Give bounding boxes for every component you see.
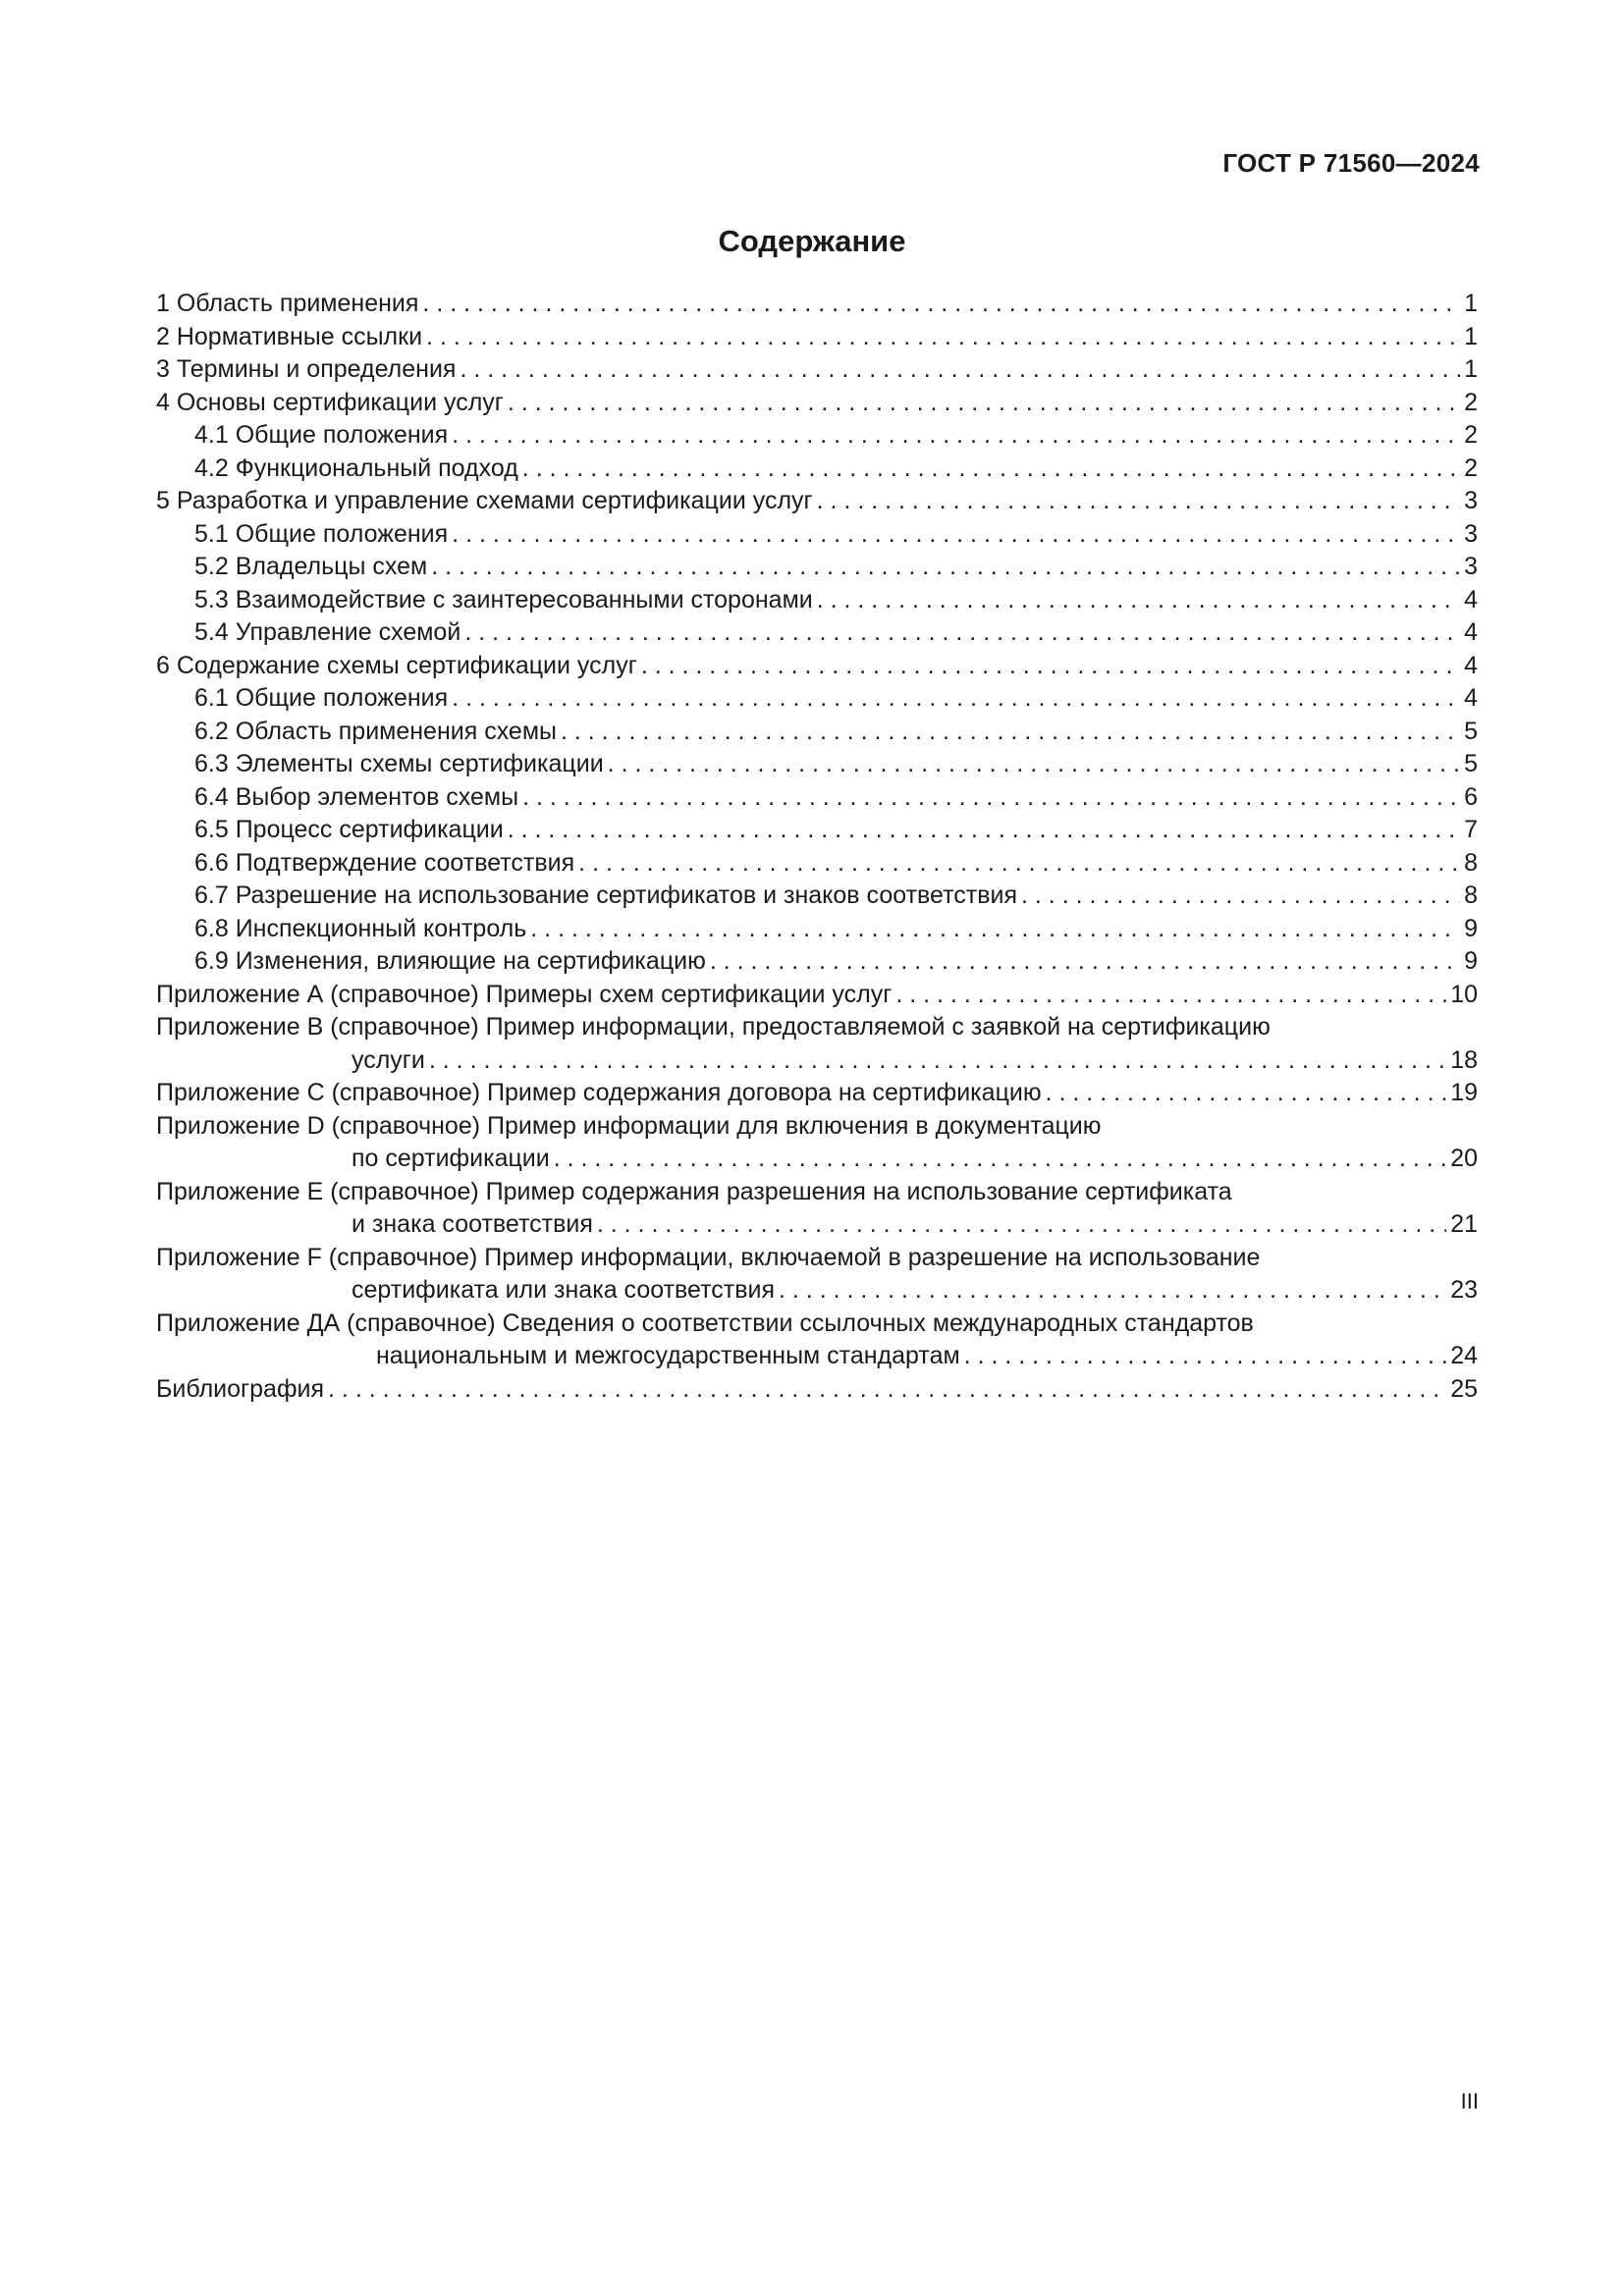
toc-entry-label: 5.3 Взаимодействие с заинтересованными сторонами xyxy=(194,585,813,614)
table-of-contents xyxy=(156,288,1478,1406)
toc-leader xyxy=(508,814,1460,847)
toc-entry-label: 5 Разработка и управление схемами сертификации услуг xyxy=(156,487,813,514)
toc-title: Содержание xyxy=(718,224,906,258)
toc-entry-label: Приложение В (справочное) Пример информации, предоставляемой с заявкой на сертификацию xyxy=(156,1013,1271,1041)
toc-entry-page: 2 xyxy=(1464,421,1478,449)
toc-leader xyxy=(578,847,1460,881)
toc-entry-label: 5.1 Общие положения xyxy=(194,519,449,548)
toc-entry-label: 6.6 Подтверждение соответствия xyxy=(194,848,575,877)
toc-entry-page: 19 xyxy=(1450,1079,1478,1106)
toc-entry[interactable] xyxy=(156,518,1478,552)
toc-leader xyxy=(530,913,1460,946)
toc-entry-label: 3 Термины и определения xyxy=(156,355,457,383)
toc-entry-label: 5.2 Владельцы схем xyxy=(194,553,428,580)
toc-leader xyxy=(522,453,1460,486)
toc-leader xyxy=(429,1044,1446,1078)
toc-entry-label: 1 Область применения xyxy=(156,290,419,317)
toc-entry-continuation-label: сертификата или знака соответствия xyxy=(352,1276,776,1304)
toc-entry-label: 6.1 Общие положения xyxy=(194,684,449,712)
toc-leader xyxy=(452,518,1460,552)
toc-entry-label: 6.7 Разрешение на использование сертификатов и знаков соответствия xyxy=(194,881,1018,909)
toc-leader xyxy=(710,945,1460,979)
toc-leader xyxy=(1046,1077,1447,1110)
toc-leader xyxy=(328,1373,1446,1407)
toc-entry[interactable] xyxy=(156,913,1478,946)
toc-leader xyxy=(1021,880,1460,913)
toc-entry-label: 6.5 Процесс сертификации xyxy=(194,816,504,843)
toc-entry-label: 6.8 Инспекционный контроль xyxy=(194,914,527,942)
toc-entry[interactable] xyxy=(156,716,1478,749)
toc-leader xyxy=(422,288,1460,321)
toc-entry-label: 4 Основы сертификации услуг xyxy=(156,388,504,416)
toc-entry-page: 2 xyxy=(1464,454,1478,482)
toc-entry-page: 4 xyxy=(1464,684,1478,712)
toc-entry-page: 9 xyxy=(1464,947,1478,975)
toc-entry-page: 4 xyxy=(1464,585,1478,614)
toc-entry[interactable] xyxy=(156,748,1478,781)
toc-entry-continuation-label: услуги xyxy=(352,1045,425,1074)
toc-entry[interactable] xyxy=(156,321,1478,354)
toc-entry-continuation-label: и знака соответствия xyxy=(352,1210,593,1238)
toc-entry-continuation[interactable] xyxy=(156,1274,1478,1308)
toc-entry[interactable] xyxy=(156,584,1478,617)
toc-leader xyxy=(431,551,1460,584)
toc-entry-continuation[interactable] xyxy=(156,1208,1478,1242)
toc-leader xyxy=(641,650,1460,683)
toc-entry[interactable] xyxy=(156,1176,1478,1209)
toc-entry-page: 4 xyxy=(1464,618,1478,646)
toc-entry[interactable] xyxy=(156,353,1478,387)
toc-entry-page: 3 xyxy=(1464,519,1478,548)
toc-leader xyxy=(561,716,1460,749)
toc-entry-page: 5 xyxy=(1464,717,1478,745)
toc-entry-page: 7 xyxy=(1464,816,1478,843)
toc-entry-page: 4 xyxy=(1464,651,1478,679)
toc-entry[interactable] xyxy=(156,814,1478,847)
toc-entry-page: 18 xyxy=(1450,1045,1478,1074)
toc-entry-page: 20 xyxy=(1450,1145,1478,1172)
toc-leader xyxy=(608,748,1460,781)
toc-entry-continuation-label: национальным и межгосударственным стандартам xyxy=(376,1342,960,1369)
page-number: III xyxy=(1460,2089,1479,2113)
toc-entry[interactable] xyxy=(156,1373,1478,1407)
toc-entry-page: 10 xyxy=(1450,980,1478,1008)
toc-entry-label: Приложение F (справочное) Пример информации, включаемой в разрешение на использование xyxy=(156,1243,1261,1271)
toc-entry-label: Приложение А (справочное) Примеры схем сертификации услуг xyxy=(156,980,893,1008)
toc-leader xyxy=(508,387,1460,420)
toc-entry[interactable] xyxy=(156,485,1478,518)
toc-leader xyxy=(597,1208,1446,1242)
toc-leader xyxy=(779,1274,1446,1308)
toc-entry-label: 6.2 Область применения схемы xyxy=(194,717,557,745)
toc-entry[interactable] xyxy=(156,1308,1478,1341)
toc-entry-page: 1 xyxy=(1464,355,1478,383)
toc-leader xyxy=(522,781,1460,815)
toc-entry-label: 2 Нормативные ссылки xyxy=(156,322,423,350)
toc-entry[interactable] xyxy=(156,880,1478,913)
toc-entry-page: 8 xyxy=(1464,881,1478,909)
toc-entry-page: 5 xyxy=(1464,750,1478,777)
toc-entry-page: 9 xyxy=(1464,914,1478,942)
toc-entry-label: 6 Содержание схемы сертификации услуг xyxy=(156,651,637,679)
toc-entry-page: 8 xyxy=(1464,848,1478,877)
toc-entry-page: 3 xyxy=(1464,553,1478,580)
toc-entry-continuation[interactable] xyxy=(156,1340,1478,1373)
toc-entry-label: 4.1 Общие положения xyxy=(194,421,449,449)
toc-entry-label: 5.4 Управление схемой xyxy=(194,618,461,646)
toc-entry-label: 4.2 Функциональный подход xyxy=(194,454,518,482)
toc-leader xyxy=(964,1340,1447,1373)
toc-leader xyxy=(554,1143,1446,1176)
toc-entry[interactable] xyxy=(156,419,1478,453)
toc-leader xyxy=(817,584,1460,617)
toc-leader xyxy=(452,419,1460,453)
toc-entry-page: 3 xyxy=(1464,487,1478,514)
toc-entry[interactable] xyxy=(156,616,1478,650)
toc-entry-page: 24 xyxy=(1450,1342,1478,1369)
document-code: ГОСТ Р 71560—2024 xyxy=(1222,148,1480,178)
toc-entry-label: Приложение С (справочное) Пример содержания договора на сертификацию xyxy=(156,1079,1042,1106)
toc-entry-label: Библиография xyxy=(156,1374,325,1403)
toc-entry-page: 25 xyxy=(1450,1374,1478,1403)
toc-entry[interactable] xyxy=(156,1077,1478,1110)
toc-entry-continuation[interactable] xyxy=(156,1044,1478,1078)
toc-entry[interactable] xyxy=(156,682,1478,716)
toc-entry[interactable] xyxy=(156,1242,1478,1275)
toc-entry-label: Приложение D (справочное) Пример информации для включения в документацию xyxy=(156,1111,1102,1140)
toc-entry[interactable] xyxy=(156,781,1478,815)
toc-entry-label: 6.4 Выбор элементов схемы xyxy=(194,782,519,811)
toc-entry[interactable] xyxy=(156,650,1478,683)
toc-entry-page: 23 xyxy=(1450,1276,1478,1304)
toc-entry-page: 21 xyxy=(1450,1210,1478,1238)
toc-entry[interactable] xyxy=(156,847,1478,881)
toc-entry[interactable] xyxy=(156,551,1478,584)
toc-entry[interactable] xyxy=(156,979,1478,1012)
toc-leader xyxy=(452,682,1460,716)
toc-entry-label: Приложение Е (справочное) Пример содержания разрешения на использование сертификата xyxy=(156,1177,1232,1205)
toc-entry[interactable] xyxy=(156,453,1478,486)
toc-entry-label: 6.3 Элементы схемы сертификации xyxy=(194,750,604,777)
toc-entry-continuation-label: по сертификации xyxy=(352,1145,550,1172)
toc-entry[interactable] xyxy=(156,387,1478,420)
toc-entry[interactable] xyxy=(156,1011,1478,1044)
toc-leader xyxy=(464,616,1460,650)
toc-leader xyxy=(426,321,1460,354)
toc-leader xyxy=(460,353,1460,387)
toc-entry[interactable] xyxy=(156,288,1478,321)
toc-entry[interactable] xyxy=(156,1110,1478,1144)
toc-entry-continuation[interactable] xyxy=(156,1143,1478,1176)
toc-leader xyxy=(895,979,1446,1012)
toc-entry-page: 1 xyxy=(1464,322,1478,350)
toc-entry-label: Приложение ДА (справочное) Сведения о соответствии ссылочных международных стандартов xyxy=(156,1308,1254,1337)
toc-entry-label: 6.9 Изменения, влияющие на сертификацию xyxy=(194,947,706,975)
toc-entry[interactable] xyxy=(156,945,1478,979)
toc-entry-page: 1 xyxy=(1464,290,1478,317)
toc-entry-page: 2 xyxy=(1464,388,1478,416)
toc-entry-page: 6 xyxy=(1464,782,1478,811)
toc-leader xyxy=(817,485,1460,518)
